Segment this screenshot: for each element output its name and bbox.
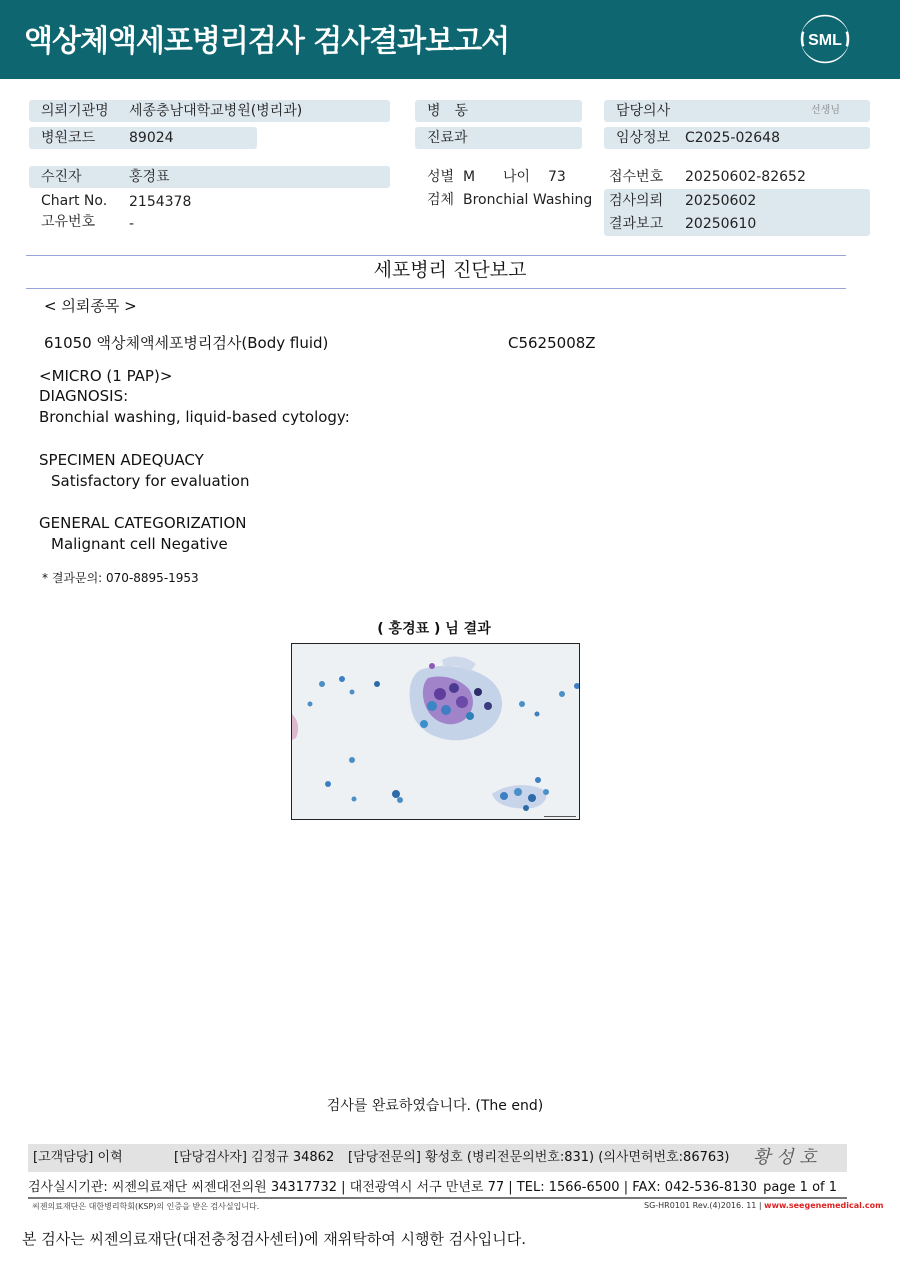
category-text: Malignant cell Negative [51,535,228,553]
hospital-code-row [29,127,257,149]
sex-value: M [463,169,476,185]
photo-caption: ( 홍경표 ) 님 결과 [377,621,491,637]
footer-staff-bar [28,1144,847,1172]
receipt-label: 접수번호 [609,169,664,185]
dates-box [604,189,870,236]
signature: 황 성 호 [753,1147,817,1168]
request-value: 20250602 [685,193,757,209]
clinical-label: 임상정보 [616,130,671,146]
clinical-row [604,127,870,149]
age-label: 나이 [503,169,531,185]
receipt-value: 20250602-82652 [685,169,806,185]
ksp-note: 씨젠의료재단은 대한병리학회(KSP)의 인증을 받은 검사실입니다. [32,1202,260,1211]
inquiry-note: * 결과문의: 070-8895-1953 [42,571,199,585]
form-code-text: SG-HR0101 Rev.(4)2016. 11 | [644,1201,762,1210]
section-rule-bottom [26,288,846,289]
specialist: [담당전문의] 황성호 (병리전문의번호:831) (의사면허번호:86763) [348,1150,730,1165]
ward-row [415,100,582,122]
doctor-suffix: 선생님 [811,105,840,116]
clinical-value: C2025-02648 [685,130,780,146]
category-heading: GENERAL CATEGORIZATION [39,514,247,532]
micro-heading: <MICRO (1 PAP)> [39,367,173,385]
institution-value: 세종충남대학교병원(병리과) [129,103,303,119]
diagnosis-text: Bronchial washing, liquid-based cytology: [39,408,350,426]
patient-label: 수진자 [41,169,82,185]
report-header [0,0,900,79]
chart-label: Chart No. [41,193,108,209]
lab-info-line [28,1178,847,1198]
bottom-note: 본 검사는 씨젠의료재단(대전충청검사센터)에 재위탁하여 시행한 검사입니다. [22,1230,526,1248]
adequacy-heading: SPECIMEN ADEQUACY [39,451,204,469]
technician: [담당검사자] 김정규 34862 [174,1150,335,1165]
svg-text:SML: SML [808,32,842,49]
order-code: C5625008Z [508,334,596,352]
adequacy-text: Satisfactory for evaluation [51,472,250,490]
department-label: 진료과 [427,130,468,146]
end-text: 검사를 완료하였습니다. (The end) [326,1098,544,1114]
doctor-label: 담당의사 [616,103,671,119]
footer-rule [28,1197,847,1199]
hospital-code-value: 89024 [129,130,174,146]
diagnosis-heading: DIAGNOSIS: [39,387,129,405]
report-label: 결과보고 [609,216,664,232]
website-link[interactable]: www.seegenemedical.com [764,1201,884,1210]
sex-label: 성별 [427,169,455,185]
section-title: 세포병리 진단보고 [373,259,527,281]
form-code [644,1201,883,1210]
order-heading: < 의뢰종목 > [44,297,137,315]
patient-row [29,166,390,188]
cytology-image-drawing [292,644,580,820]
order-item: 61050 액상체액세포병리검사(Body fluid) [44,334,329,352]
report-title: 액상체액세포병리검사 검사결과보고서 [24,24,510,59]
page-number: page 1 of 1 [763,1180,837,1195]
hospital-code-label: 병원코드 [41,130,96,146]
specimen-value: Bronchial Washing [463,192,593,208]
ward-label: 병 동 [427,103,469,119]
contact-person: [고객담당] 이혁 [33,1150,123,1165]
department-row [415,127,582,149]
patient-value: 홍경표 [129,169,170,185]
unique-label: 고유번호 [41,214,96,230]
institution-label: 의뢰기관명 [41,103,109,119]
chart-value: 2154378 [129,194,192,210]
specimen-label: 검체 [427,192,455,208]
lab-info: 검사실시기관: 씨젠의료재단 씨젠대전의원 34317732 | 대전광역시 서구 만년로 77 | TEL: 1566-6500 | FAX: 042-536-8130 [28,1180,757,1195]
institution-row [29,100,390,122]
doctor-row [604,100,870,122]
cytology-image [291,643,580,820]
sml-logo-icon [800,14,850,64]
age-value: 73 [548,169,566,185]
unique-value: - [129,216,135,232]
request-label: 검사의뢰 [609,193,664,209]
report-value: 20250610 [685,216,757,232]
